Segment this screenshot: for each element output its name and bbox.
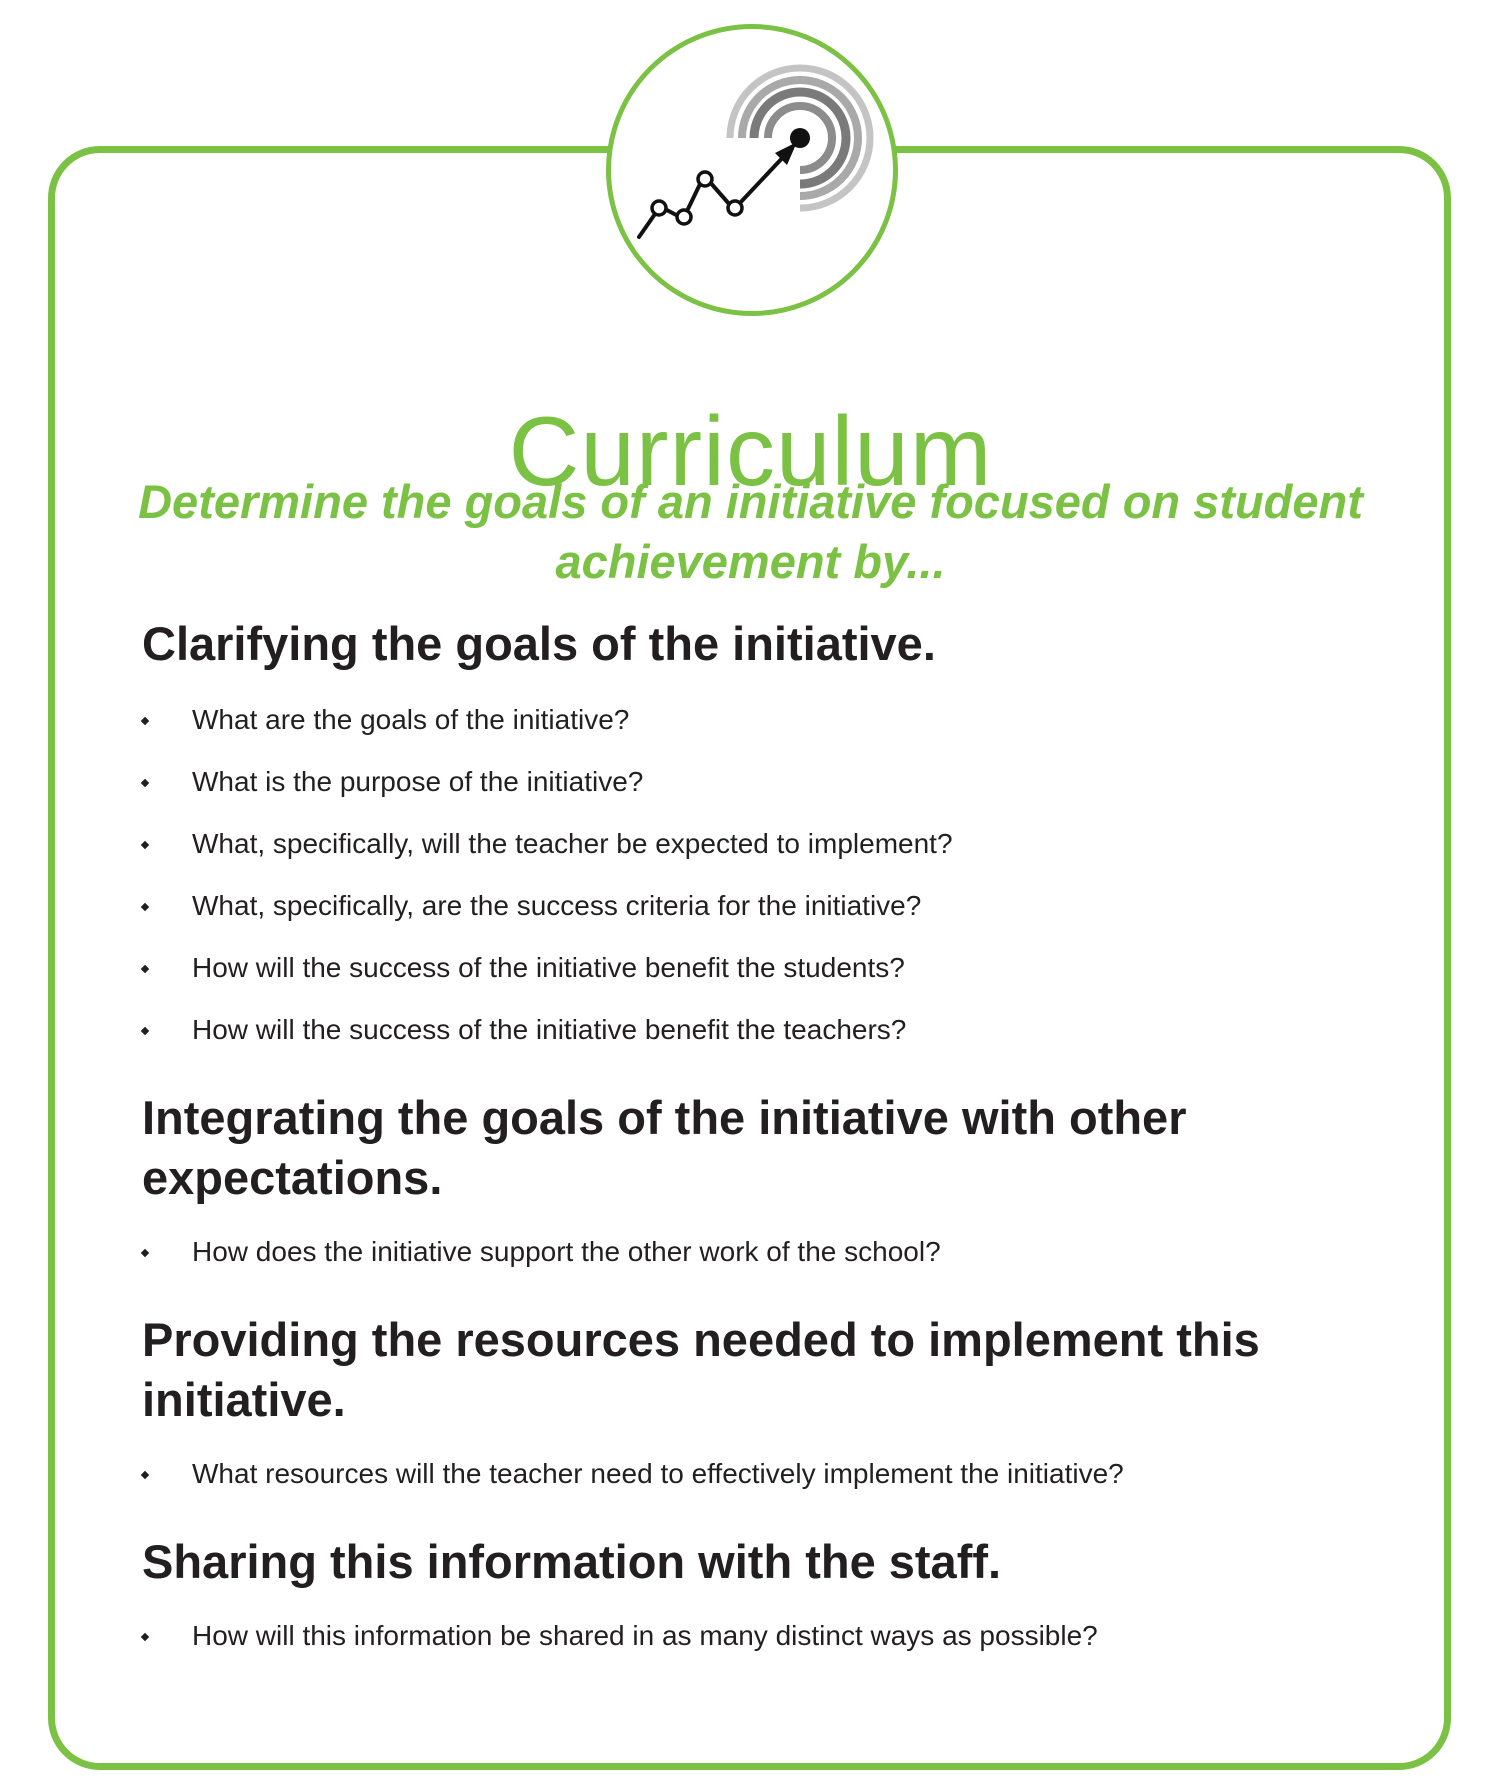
question-text: How will the success of the initiative benefit the teachers? — [192, 1014, 907, 1045]
page-subtitle: Determine the goals of an initiative focused on student achievement by... — [138, 475, 1363, 588]
question-text: How will this information be shared in as many distinct ways as possible? — [192, 1620, 1098, 1651]
list-item — [142, 1450, 1342, 1512]
list-item — [142, 1612, 1342, 1674]
question-text: What resources will the teacher need to effectively implement the initiative? — [192, 1458, 1124, 1489]
list-item — [142, 820, 1342, 882]
bullet-icon — [141, 1633, 149, 1641]
sections-container — [142, 614, 1342, 1674]
bullet-icon — [141, 1027, 149, 1035]
bullet-icon — [141, 1471, 149, 1479]
bullet-icon — [141, 1249, 149, 1257]
list-item — [142, 882, 1342, 944]
question-list — [142, 1612, 1342, 1674]
bullet-icon — [141, 965, 149, 973]
question-list — [142, 1228, 1342, 1290]
question-text: How does the initiative support the other work of the school? — [192, 1236, 941, 1267]
question-text: How will the success of the initiative benefit the students? — [192, 952, 905, 983]
list-item — [142, 1228, 1342, 1290]
section-clarifying-goals — [142, 614, 1342, 1068]
list-item — [142, 696, 1342, 758]
list-item — [142, 1006, 1342, 1068]
question-list — [142, 696, 1342, 1068]
section-heading: Providing the resources needed to implement this initiative. — [142, 1313, 1260, 1426]
section-heading: Clarifying the goals of the initiative. — [142, 617, 936, 670]
question-text: What are the goals of the initiative? — [192, 704, 630, 735]
bullet-icon — [141, 903, 149, 911]
section-heading: Integrating the goals of the initiative with other expectations. — [142, 1091, 1187, 1204]
bullet-icon — [141, 841, 149, 849]
page-title: Curriculum — [508, 395, 993, 506]
question-text: What is the purpose of the initiative? — [192, 766, 644, 797]
bullet-icon — [141, 717, 149, 725]
section-integrating-goals — [142, 1088, 1342, 1290]
section-providing-resources — [142, 1310, 1342, 1512]
section-heading: Sharing this information with the staff. — [142, 1535, 1002, 1588]
bullet-icon — [141, 779, 149, 787]
list-item — [142, 944, 1342, 1006]
question-list — [142, 1450, 1342, 1512]
list-item — [142, 758, 1342, 820]
question-text: What, specifically, will the teacher be expected to implement? — [192, 828, 953, 859]
emblem-badge — [606, 24, 898, 316]
progress-target-icon — [611, 29, 893, 311]
question-text: What, specifically, are the success criteria for the initiative? — [192, 890, 922, 921]
section-sharing-information — [142, 1532, 1342, 1674]
